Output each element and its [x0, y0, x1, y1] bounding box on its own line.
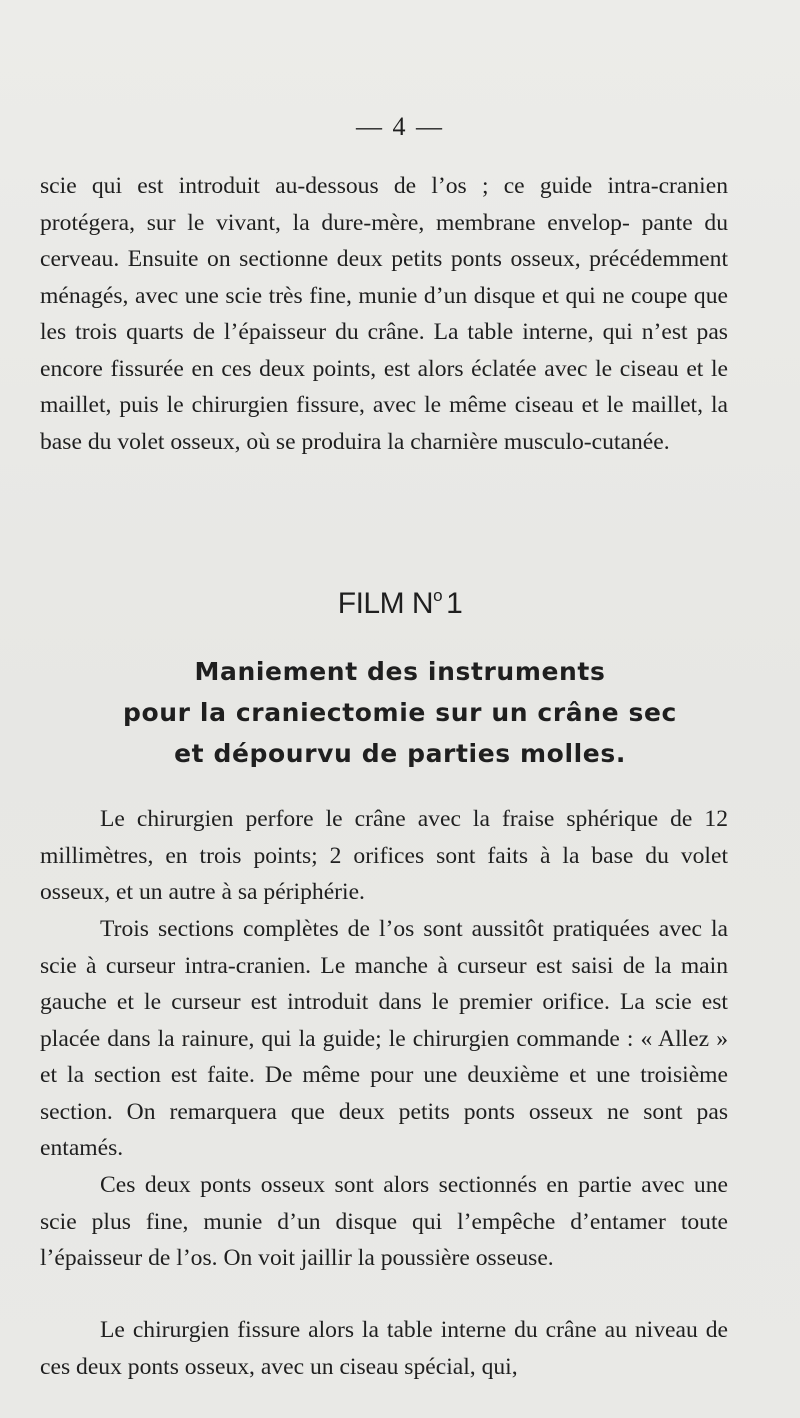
paragraph-intro: scie qui est introduit au-dessous de l’os ; ce guide intra-cranien protégera, sur le vivant, la dure-mère, membrane envelop- pante du cerveau. Ensuite on sectionne deux petits ponts osseux, précédemment ménagés, avec une scie très fine, munie d’un disque et qui ne coupe que les trois quarts de l’épaisseur du crâne. La table interne, qui n’est pas encore fissurée en ces deux points, est alors éclatée avec le ciseau et le maillet, puis le chirurgien fissure, avec le même ciseau et le maillet, la base du volet osseux, où se produira la charnière musculo-cutanée. [40, 173, 728, 455]
section-title-superscript: o [433, 586, 443, 605]
paragraph-sections: Trois sections complètes de l’os sont aussitôt pratiquées avec la scie à curseur intra-cranien. Le manche à curseur est saisi de la main gauche et le curseur est introduit dans le premier orifice. La scie est placée dans la rainure, qui la guide; le chirurgien commande : « Allez » et la section est faite. De même pour une deuxième et une troisième section. On remarquera que deux petits ponts osseux ne sont pas entamés. [40, 916, 728, 1161]
paragraph-perforation: Le chirurgien perfore le crâne avec la fraise sphérique de 12 millimètres, en trois points; 2 orifices sont faits à la base du volet osseux, et un autre à sa périphérie. [40, 806, 728, 905]
subtitle-line-1: Maniement des instruments [194, 657, 606, 686]
section-title-number: 1 [446, 587, 463, 620]
page-number: — 4 — [356, 112, 444, 141]
paragraph-bone-bridges: Ces deux ponts osseux sont alors sectionnés en partie avec une scie plus fine, munie d’un disque qui l’empêche d’entamer toute l’épaisseur de l’os. On voit jaillir la poussière osseuse. [40, 1172, 728, 1271]
subtitle-line-2: pour la craniectomie sur un crâne sec [123, 698, 677, 727]
section-subtitle [0, 651, 800, 774]
paragraph-internal-table: Le chirurgien fissure alors la table interne du crâne au niveau de ces deux ponts osseux, avec un ciseau spécial, qui, [40, 1317, 728, 1380]
section-title-main: FILM N [337, 587, 434, 620]
subtitle-line-3: et dépourvu de parties molles. [174, 739, 626, 768]
section-title [0, 586, 800, 621]
